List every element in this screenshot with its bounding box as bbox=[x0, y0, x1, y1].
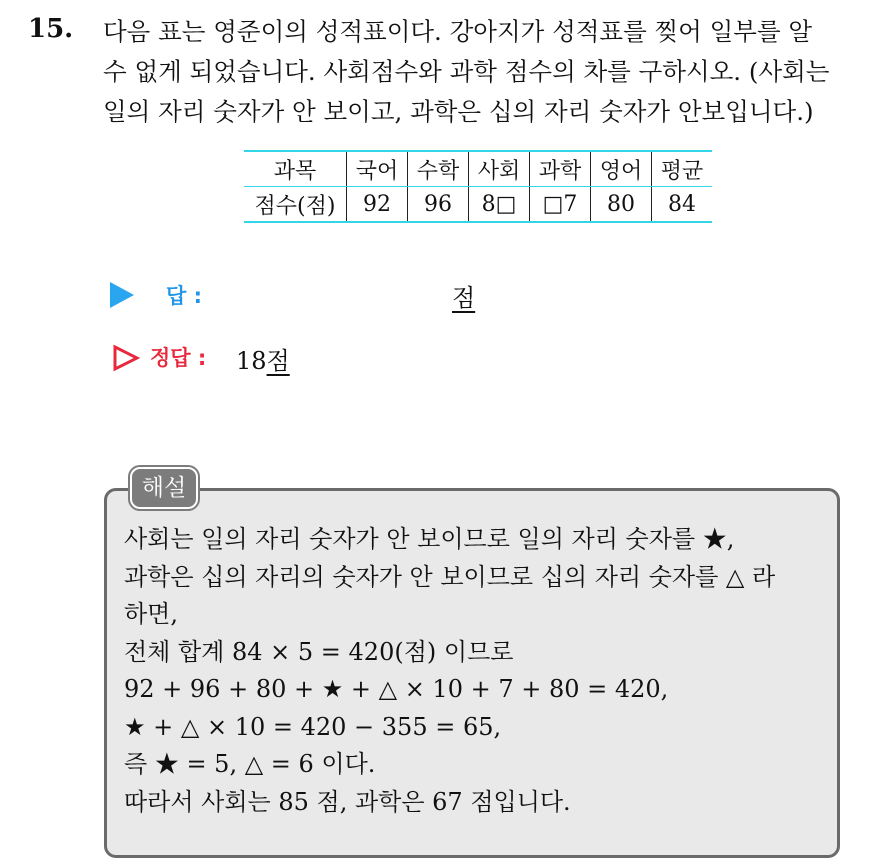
table-cell: 96 bbox=[408, 187, 469, 223]
explanation-line: 전체 합계 84 × 5 = 420(점) 이므로 bbox=[124, 637, 514, 666]
correct-answer-value bbox=[236, 341, 290, 376]
filled-triangle-icon bbox=[110, 282, 134, 308]
table-cell: 84 bbox=[652, 187, 713, 223]
table-cell: 점수(점) bbox=[244, 187, 347, 223]
outline-triangle-icon bbox=[112, 344, 140, 372]
explanation-text bbox=[124, 521, 834, 821]
table-header-row bbox=[244, 151, 712, 187]
table-header-cell: 수학 bbox=[408, 151, 469, 187]
answer-unit: 점 bbox=[452, 284, 476, 312]
explanation-line: 따라서 사회는 85 점, 과학은 67 점입니다. bbox=[124, 787, 571, 816]
correct-answer-unit: 점 bbox=[266, 347, 290, 375]
table-cell: 80 bbox=[591, 187, 652, 223]
explanation-line: 사회는 일의 자리 숫자가 안 보이므로 일의 자리 숫자를 ★, bbox=[124, 525, 735, 553]
question-line: 수 없게 되었습니다. 사회점수와 과학 점수의 차를 구하시오. (사회는 bbox=[103, 57, 830, 86]
question-number: 15. bbox=[28, 14, 74, 44]
explanation-tab: 해설 bbox=[130, 467, 198, 509]
score-table bbox=[244, 150, 712, 223]
correct-answer-label: 정답 : bbox=[150, 346, 207, 370]
table-header-cell: 사회 bbox=[469, 151, 530, 187]
answer-label: 답 : bbox=[166, 284, 202, 308]
table-cell: 92 bbox=[347, 187, 408, 223]
question-line: 일의 자리 숫자가 안 보이고, 과학은 십의 자리 숫자가 안보입니다.) bbox=[103, 97, 814, 126]
explanation-line: 과학은 십의 자리의 숫자가 안 보이므로 십의 자리 숫자를 △ 라 bbox=[124, 562, 776, 591]
table-header-cell: 평균 bbox=[652, 151, 713, 187]
table-header-cell: 과학 bbox=[530, 151, 591, 187]
table-header-cell: 과목 bbox=[244, 151, 347, 187]
table-header-cell: 국어 bbox=[347, 151, 408, 187]
table-cell: □7 bbox=[530, 187, 591, 223]
explanation-line: 즉 ★ = 5, △ = 6 이다. bbox=[124, 750, 376, 778]
explanation-line: ★ + △ × 10 = 420 − 355 = 65, bbox=[124, 712, 502, 741]
correct-answer-number: 18 bbox=[236, 347, 267, 375]
explanation-line: 92 + 96 + 80 + ★ + △ × 10 + 7 + 80 = 420, bbox=[124, 675, 669, 703]
question-line: 다음 표는 영준이의 성적표이다. 강아지가 성적표를 찢어 일부를 알 bbox=[103, 17, 813, 46]
explanation-line: 하면, bbox=[124, 600, 178, 628]
table-row bbox=[244, 187, 712, 223]
table-header-cell: 영어 bbox=[591, 151, 652, 187]
question-text bbox=[103, 12, 873, 132]
table-cell: 8□ bbox=[469, 187, 530, 223]
